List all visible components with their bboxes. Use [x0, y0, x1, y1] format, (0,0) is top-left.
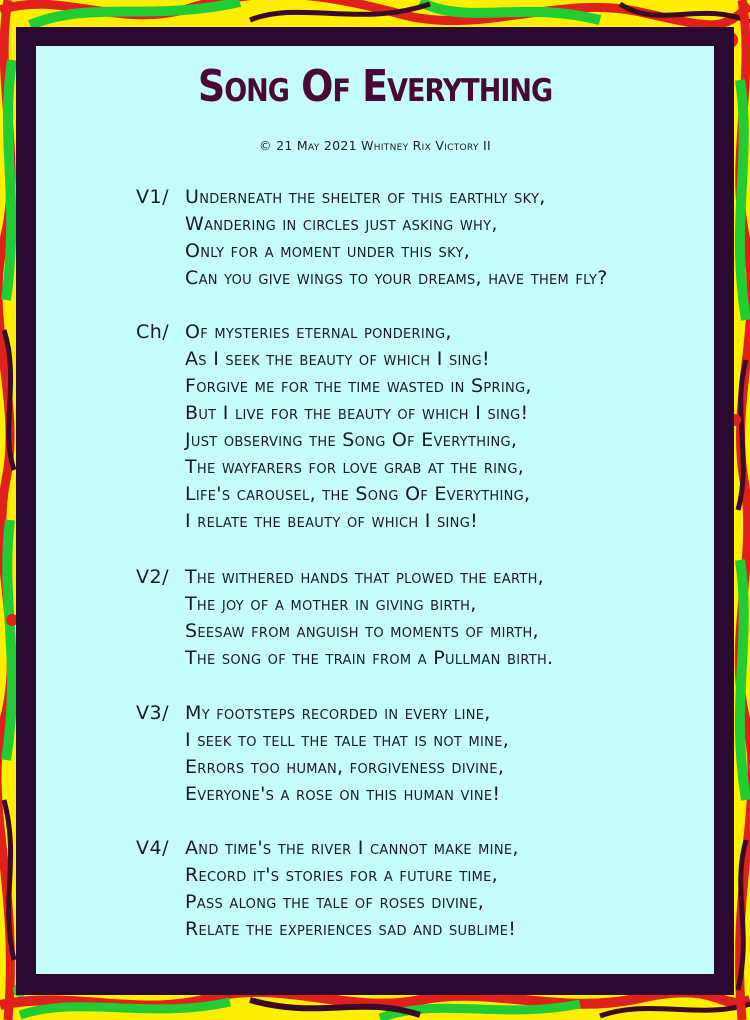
- poem-line: But I live for the beauty of which I sing!: [185, 402, 529, 424]
- poem-line: Record it's stories for a future time,: [185, 864, 498, 886]
- stanza-label: V1/: [136, 186, 169, 208]
- poem-line: Just observing the Song Of Everything,: [185, 429, 518, 451]
- poem-line: Forgive me for the time wasted in Spring,: [185, 375, 532, 397]
- poem-line: Life's carousel, the Song Of Everything,: [185, 483, 531, 505]
- poem-title: Song Of Everything: [197, 60, 553, 112]
- poem-line: As I seek the beauty of which I sing!: [185, 348, 490, 370]
- poem-line: I relate the beauty of which I sing!: [185, 510, 478, 532]
- stanza-label: V3/: [136, 702, 169, 724]
- stanza-label: V2/: [136, 566, 169, 588]
- poem-line: Everyone's a rose on this human vine!: [185, 783, 501, 805]
- poem-line: And time's the river I cannot make mine,: [185, 837, 519, 859]
- copyright-line: © 21 May 2021 Whitney Rix Victory II: [259, 138, 491, 153]
- poem-line: Wandering in circles just asking why,: [185, 213, 498, 235]
- poem-line: Errors too human, forgiveness divine,: [185, 756, 505, 778]
- poem-line: Underneath the shelter of this earthly sky,: [185, 186, 546, 208]
- poem-line: Only for a moment under this sky,: [185, 240, 471, 262]
- poem-line: The song of the train from a Pullman birth.: [185, 647, 554, 669]
- poem-line: The withered hands that plowed the earth,: [185, 566, 545, 588]
- poem-line: Can you give wings to your dreams, have them fly?: [185, 267, 608, 289]
- poem-line: I seek to tell the tale that is not mine,: [185, 729, 510, 751]
- poem-line: My footsteps recorded in every line,: [185, 702, 491, 724]
- poem-line: The joy of a mother in giving birth,: [185, 593, 477, 615]
- poem-line: Seesaw from anguish to moments of mirth,: [185, 620, 539, 642]
- poem-line: The wayfarers for love grab at the ring,: [185, 456, 525, 478]
- poem-line: Relate the experiences sad and sublime!: [185, 918, 517, 940]
- stanza-label: V4/: [136, 837, 169, 859]
- stanza-label: Ch/: [136, 321, 170, 343]
- poem-line: Pass along the tale of roses divine,: [185, 891, 485, 913]
- poem-line: Of mysteries eternal pondering,: [185, 321, 452, 343]
